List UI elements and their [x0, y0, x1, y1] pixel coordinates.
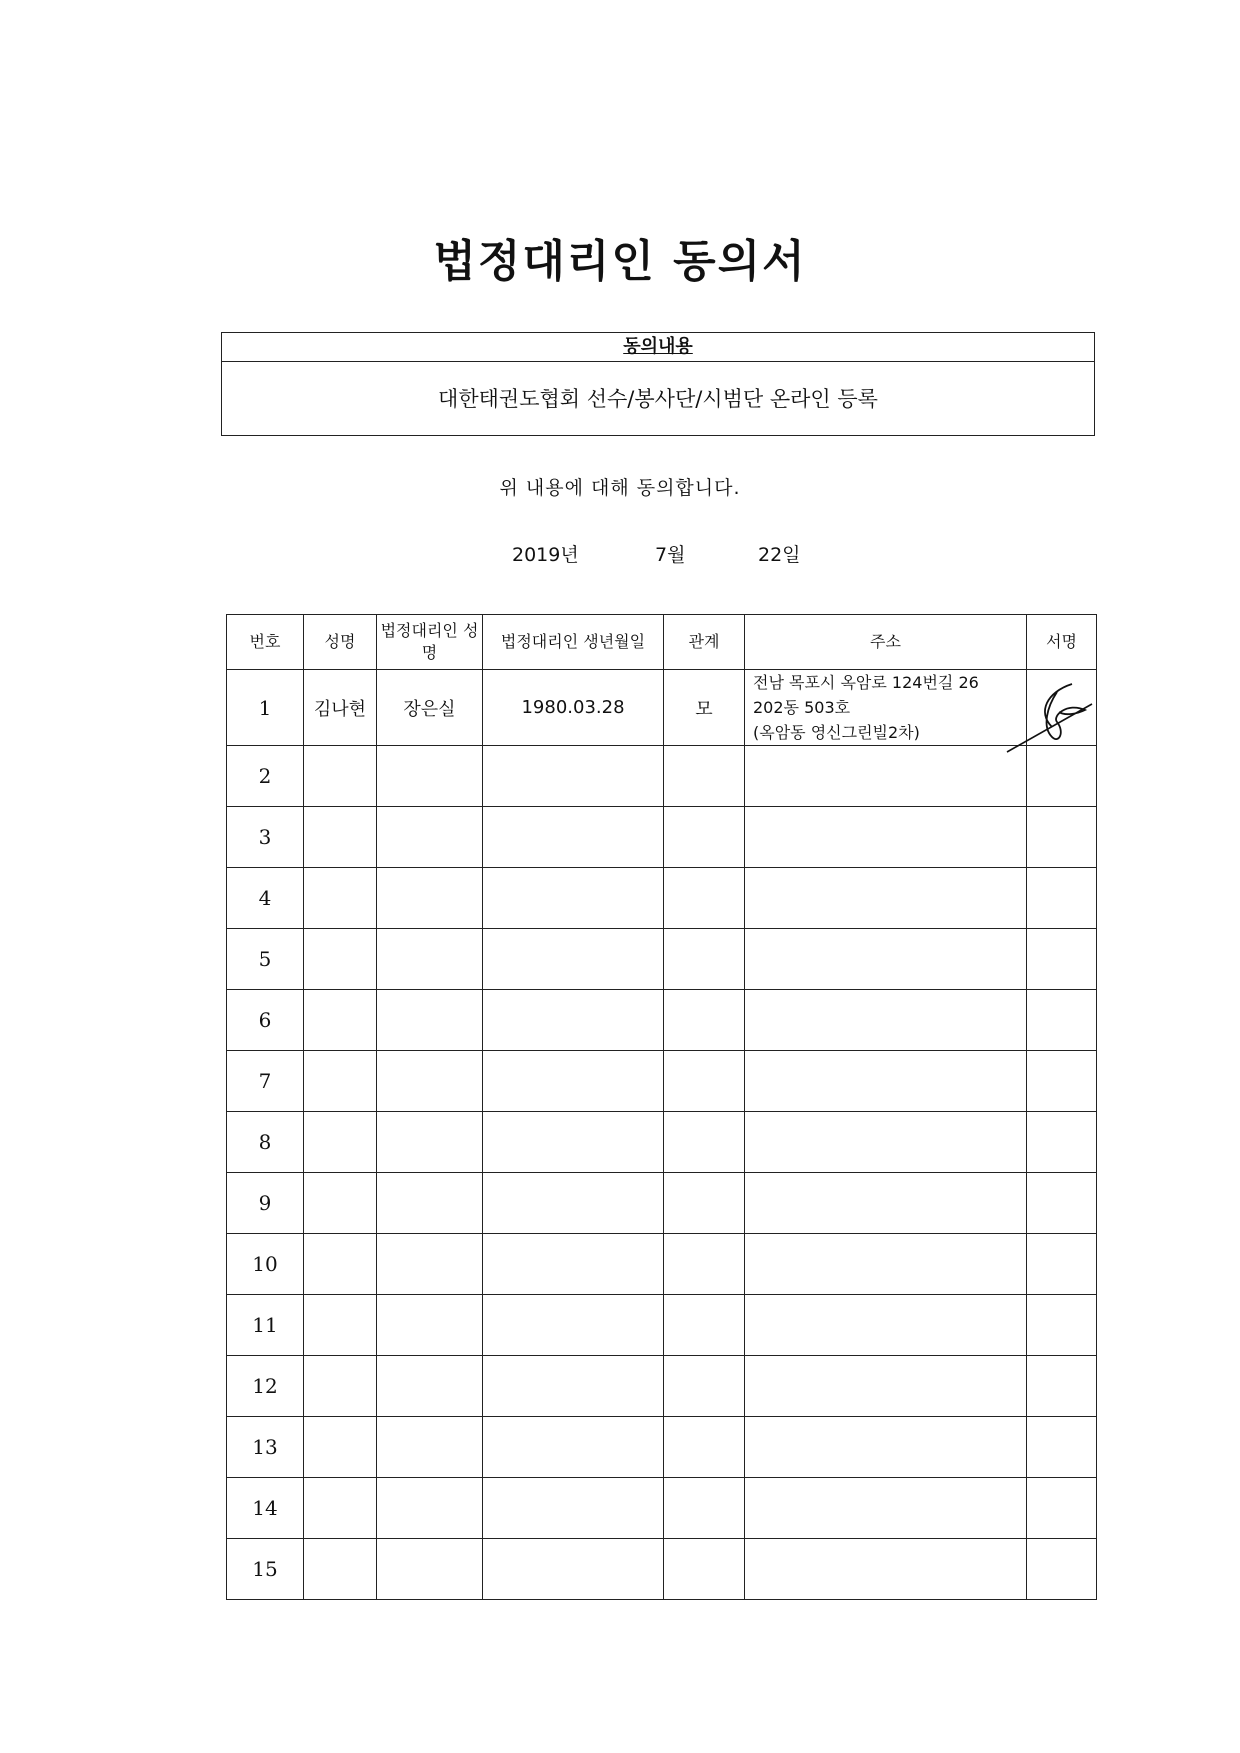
cell-relation [664, 1112, 745, 1173]
cell-guardian-birth [483, 929, 664, 990]
handwritten-signature [997, 672, 1097, 756]
header-address: 주소 [745, 615, 1027, 670]
consent-header-label: 동의내용 [623, 336, 693, 357]
cell-signature [1027, 929, 1097, 990]
cell-signature [1027, 1112, 1097, 1173]
cell-relation [664, 807, 745, 868]
cell-no: 4 [227, 868, 304, 929]
cell-guardian-name [377, 1295, 483, 1356]
consent-content: 대한태권도협회 선수/봉사단/시범단 온라인 등록 [438, 387, 878, 411]
cell-name [304, 1112, 377, 1173]
cell-address [745, 868, 1027, 929]
agreement-statement: 위 내용에 대해 동의합니다. [499, 477, 741, 499]
cell-relation [664, 929, 745, 990]
cell-guardian-name [377, 990, 483, 1051]
cell-relation [664, 1295, 745, 1356]
cell-name [304, 1417, 377, 1478]
cell-guardian-birth [483, 1295, 664, 1356]
document-title: 법정대리인 동의서 [433, 236, 807, 287]
cell-guardian-name [377, 1478, 483, 1539]
cell-signature [1027, 868, 1097, 929]
date-year: 2019년 [512, 544, 579, 566]
cell-signature [1027, 670, 1097, 746]
cell-signature [1027, 1234, 1097, 1295]
cell-relation [664, 1539, 745, 1600]
cell-guardian-birth [483, 1173, 664, 1234]
cell-guardian-birth [483, 1112, 664, 1173]
cell-name [304, 1356, 377, 1417]
cell-no: 14 [227, 1478, 304, 1539]
address-line: (옥암동 영신그린빌2차) [753, 723, 920, 742]
address-line: 전남 목포시 옥암로 124번길 26 [753, 673, 979, 692]
address-line: 202동 503호 [753, 698, 851, 717]
cell-no: 6 [227, 990, 304, 1051]
cell-relation [664, 990, 745, 1051]
table-body [227, 670, 1097, 1600]
cell-name [304, 929, 377, 990]
cell-guardian-birth [483, 1356, 664, 1417]
consent-box [221, 332, 1095, 436]
cell-guardian-name [377, 1539, 483, 1600]
cell-address [745, 1234, 1027, 1295]
cell-address [745, 990, 1027, 1051]
cell-name [304, 1478, 377, 1539]
cell-name [304, 868, 377, 929]
cell-no: 2 [227, 746, 304, 807]
header-guardian-name: 법정대리인 성명 [377, 615, 483, 670]
cell-address [745, 1051, 1027, 1112]
table-row [227, 929, 1097, 990]
cell-guardian-name [377, 929, 483, 990]
table-row [227, 1417, 1097, 1478]
cell-address [745, 1356, 1027, 1417]
cell-no: 3 [227, 807, 304, 868]
cell-no: 12 [227, 1356, 304, 1417]
cell-guardian-name [377, 1173, 483, 1234]
cell-address [745, 929, 1027, 990]
cell-address [745, 1295, 1027, 1356]
cell-relation [664, 1356, 745, 1417]
table-row [227, 990, 1097, 1051]
cell-guardian-birth [483, 1051, 664, 1112]
cell-name: 김나현 [304, 670, 377, 746]
cell-relation [664, 746, 745, 807]
cell-signature [1027, 807, 1097, 868]
cell-guardian-name [377, 1112, 483, 1173]
cell-no: 8 [227, 1112, 304, 1173]
cell-no: 13 [227, 1417, 304, 1478]
cell-guardian-birth [483, 1539, 664, 1600]
cell-no: 9 [227, 1173, 304, 1234]
cell-relation [664, 1478, 745, 1539]
table-row [227, 1234, 1097, 1295]
cell-signature [1027, 1295, 1097, 1356]
cell-relation [664, 1051, 745, 1112]
table-row [227, 1112, 1097, 1173]
table-row [227, 1051, 1097, 1112]
cell-guardian-birth [483, 1417, 664, 1478]
cell-signature [1027, 990, 1097, 1051]
cell-name [304, 990, 377, 1051]
cell-signature [1027, 1051, 1097, 1112]
cell-no: 10 [227, 1234, 304, 1295]
cell-guardian-birth [483, 1234, 664, 1295]
header-no: 번호 [227, 615, 304, 670]
cell-relation [664, 868, 745, 929]
table-row [227, 807, 1097, 868]
cell-name [304, 1234, 377, 1295]
header-signature: 서명 [1027, 615, 1097, 670]
cell-guardian-birth [483, 807, 664, 868]
cell-relation [664, 1173, 745, 1234]
table-row [227, 1173, 1097, 1234]
cell-guardian-name [377, 746, 483, 807]
table-row [227, 1295, 1097, 1356]
cell-no: 1 [227, 670, 304, 746]
cell-address [745, 1478, 1027, 1539]
table-row [227, 746, 1097, 807]
cell-relation [664, 1234, 745, 1295]
cell-name [304, 746, 377, 807]
cell-no: 7 [227, 1051, 304, 1112]
cell-guardian-name: 장은실 [377, 670, 483, 746]
cell-relation: 모 [664, 670, 745, 746]
table-row [227, 1356, 1097, 1417]
date-month: 7월 [655, 544, 686, 566]
cell-guardian-birth: 1980.03.28 [483, 670, 664, 746]
header-relation: 관계 [664, 615, 745, 670]
cell-no: 15 [227, 1539, 304, 1600]
table-header-row [227, 615, 1097, 670]
cell-guardian-name [377, 1417, 483, 1478]
header-name: 성명 [304, 615, 377, 670]
header-guardian-birth: 법정대리인 생년월일 [483, 615, 664, 670]
cell-guardian-name [377, 1356, 483, 1417]
cell-address [745, 1112, 1027, 1173]
cell-guardian-name [377, 1051, 483, 1112]
cell-address [745, 746, 1027, 807]
cell-name [304, 1051, 377, 1112]
cell-name [304, 807, 377, 868]
cell-signature [1027, 1356, 1097, 1417]
cell-signature [1027, 1478, 1097, 1539]
cell-signature [1027, 746, 1097, 807]
cell-name [304, 1173, 377, 1234]
cell-guardian-birth [483, 990, 664, 1051]
cell-relation [664, 1417, 745, 1478]
cell-name [304, 1295, 377, 1356]
consent-header [222, 333, 1094, 362]
table-row [227, 1539, 1097, 1600]
table-row [227, 670, 1097, 746]
cell-address [745, 1417, 1027, 1478]
date-day: 22일 [758, 544, 801, 566]
cell-guardian-birth [483, 868, 664, 929]
cell-address [745, 807, 1027, 868]
table-row [227, 868, 1097, 929]
cell-guardian-birth [483, 1478, 664, 1539]
guardian-roster-table [226, 614, 1097, 1600]
cell-guardian-name [377, 1234, 483, 1295]
cell-signature [1027, 1173, 1097, 1234]
cell-no: 5 [227, 929, 304, 990]
cell-address [745, 670, 1027, 746]
cell-signature [1027, 1417, 1097, 1478]
cell-guardian-name [377, 868, 483, 929]
cell-address [745, 1173, 1027, 1234]
cell-address [745, 1539, 1027, 1600]
cell-guardian-birth [483, 746, 664, 807]
cell-name [304, 1539, 377, 1600]
table-row [227, 1478, 1097, 1539]
cell-guardian-name [377, 807, 483, 868]
cell-signature [1027, 1539, 1097, 1600]
cell-no: 11 [227, 1295, 304, 1356]
